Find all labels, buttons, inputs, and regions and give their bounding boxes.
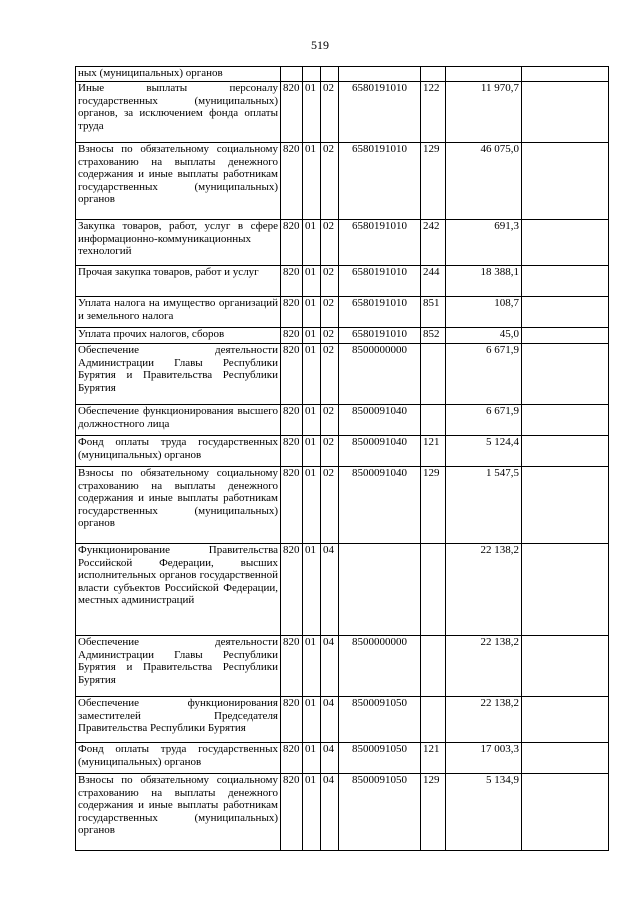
row-extra: [522, 636, 609, 697]
row-rz: 01: [303, 220, 321, 266]
row-csr: [339, 67, 421, 82]
row-vr: [421, 67, 446, 82]
row-grbs: 820: [281, 467, 303, 544]
row-pr: 04: [321, 544, 339, 636]
row-vr: 121: [421, 743, 446, 774]
row-vr: [421, 344, 446, 405]
table-row: [76, 774, 609, 851]
row-extra: [522, 436, 609, 467]
row-csr: [339, 544, 421, 636]
row-vr: 129: [421, 143, 446, 220]
row-grbs: 820: [281, 328, 303, 344]
row-rz: 01: [303, 266, 321, 297]
row-csr: 8500091040: [339, 436, 421, 467]
row-pr: 02: [321, 344, 339, 405]
row-name: Обеспечение функционирования высшего должностного лица: [76, 405, 281, 436]
row-grbs: [281, 67, 303, 82]
table-row: [76, 436, 609, 467]
row-rz: 01: [303, 82, 321, 143]
row-grbs: 820: [281, 743, 303, 774]
row-name: Обеспечение деятельности Администрации Главы Республики Бурятия и Правительства Республики Бурятия: [76, 344, 281, 405]
row-extra: [522, 544, 609, 636]
row-name: Уплата налога на имущество организаций и земельного налога: [76, 297, 281, 328]
table-row: [76, 297, 609, 328]
row-extra: [522, 697, 609, 743]
row-extra: [522, 467, 609, 544]
row-sum: 18 388,1: [446, 266, 522, 297]
table-row: [76, 220, 609, 266]
table-row: [76, 697, 609, 743]
row-grbs: 820: [281, 82, 303, 143]
row-sum: 46 075,0: [446, 143, 522, 220]
table-row: [76, 405, 609, 436]
row-pr: 02: [321, 297, 339, 328]
row-rz: 01: [303, 405, 321, 436]
row-rz: 01: [303, 344, 321, 405]
row-rz: 01: [303, 143, 321, 220]
row-vr: [421, 544, 446, 636]
row-name: Прочая закупка товаров, работ и услуг: [76, 266, 281, 297]
row-csr: 8500091050: [339, 697, 421, 743]
table-row: [76, 67, 609, 82]
row-extra: [522, 82, 609, 143]
row-sum: 22 138,2: [446, 636, 522, 697]
row-csr: 6580191010: [339, 328, 421, 344]
row-grbs: 820: [281, 774, 303, 851]
row-rz: 01: [303, 297, 321, 328]
row-csr: 6580191010: [339, 143, 421, 220]
row-pr: 02: [321, 143, 339, 220]
row-vr: 129: [421, 467, 446, 544]
row-name: Обеспечение функционирования заместителей Председателя Правительства Республики Бурятия: [76, 697, 281, 743]
row-vr: 242: [421, 220, 446, 266]
row-grbs: 820: [281, 143, 303, 220]
page-number: 519: [311, 38, 329, 52]
row-pr: 02: [321, 436, 339, 467]
row-sum: 691,3: [446, 220, 522, 266]
row-csr: 8500091040: [339, 467, 421, 544]
row-vr: [421, 405, 446, 436]
row-grbs: 820: [281, 697, 303, 743]
row-extra: [522, 774, 609, 851]
row-rz: 01: [303, 743, 321, 774]
row-sum: 108,7: [446, 297, 522, 328]
row-sum: 5 134,9: [446, 774, 522, 851]
table-row: [76, 544, 609, 636]
row-name: Фонд оплаты труда государственных (муниципальных) органов: [76, 743, 281, 774]
row-name: Фонд оплаты труда государственных (муниципальных) органов: [76, 436, 281, 467]
row-vr: 244: [421, 266, 446, 297]
row-vr: [421, 697, 446, 743]
row-rz: 01: [303, 544, 321, 636]
table-row: [76, 328, 609, 344]
row-name: ных (муниципальных) органов: [76, 67, 281, 82]
row-pr: 04: [321, 743, 339, 774]
row-pr: 02: [321, 266, 339, 297]
row-extra: [522, 220, 609, 266]
row-sum: 6 671,9: [446, 344, 522, 405]
row-pr: 02: [321, 220, 339, 266]
row-name: Взносы по обязательному социальному страхованию на выплаты денежного содержания и иные выплаты работникам государственных (муниципальных) органов: [76, 774, 281, 851]
row-csr: 6580191010: [339, 82, 421, 143]
table-row: [76, 344, 609, 405]
row-csr: 8500091050: [339, 743, 421, 774]
row-extra: [522, 405, 609, 436]
row-grbs: 820: [281, 636, 303, 697]
row-sum: 22 138,2: [446, 544, 522, 636]
row-name: Взносы по обязательному социальному страхованию на выплаты денежного содержания и иные выплаты работникам государственных (муниципальных) органов: [76, 143, 281, 220]
row-pr: 02: [321, 82, 339, 143]
row-extra: [522, 743, 609, 774]
row-pr: 02: [321, 467, 339, 544]
table-row: [76, 467, 609, 544]
row-sum: 22 138,2: [446, 697, 522, 743]
row-csr: 6580191010: [339, 220, 421, 266]
row-vr: 129: [421, 774, 446, 851]
row-sum: 1 547,5: [446, 467, 522, 544]
row-pr: 04: [321, 697, 339, 743]
row-rz: 01: [303, 774, 321, 851]
row-vr: 121: [421, 436, 446, 467]
row-grbs: 820: [281, 436, 303, 467]
table-row: [76, 82, 609, 143]
row-sum: 45,0: [446, 328, 522, 344]
row-extra: [522, 328, 609, 344]
row-grbs: 820: [281, 266, 303, 297]
row-csr: 8500000000: [339, 636, 421, 697]
row-sum: 5 124,4: [446, 436, 522, 467]
row-extra: [522, 344, 609, 405]
row-pr: 04: [321, 636, 339, 697]
row-csr: 8500000000: [339, 344, 421, 405]
table-row: [76, 266, 609, 297]
row-pr: 04: [321, 774, 339, 851]
table-row: [76, 743, 609, 774]
row-sum: 17 003,3: [446, 743, 522, 774]
row-grbs: 820: [281, 405, 303, 436]
row-csr: 8500091040: [339, 405, 421, 436]
row-rz: 01: [303, 697, 321, 743]
row-csr: 6580191010: [339, 266, 421, 297]
row-rz: 01: [303, 636, 321, 697]
row-pr: 02: [321, 405, 339, 436]
row-name: Взносы по обязательному социальному страхованию на выплаты денежного содержания и иные выплаты работникам государственных (муниципальных) органов: [76, 467, 281, 544]
row-vr: 852: [421, 328, 446, 344]
row-extra: [522, 266, 609, 297]
row-sum: [446, 67, 522, 82]
row-extra: [522, 297, 609, 328]
row-name: Закупка товаров, работ, услуг в сфере информационно-коммуникационных технологий: [76, 220, 281, 266]
row-csr: 6580191010: [339, 297, 421, 328]
row-grbs: 820: [281, 344, 303, 405]
row-name: Иные выплаты персоналу государственных (муниципальных) органов, за исключением фонда оплаты труда: [76, 82, 281, 143]
row-sum: 11 970,7: [446, 82, 522, 143]
row-grbs: 820: [281, 220, 303, 266]
row-name: Уплата прочих налогов, сборов: [76, 328, 281, 344]
row-rz: 01: [303, 328, 321, 344]
row-vr: 851: [421, 297, 446, 328]
row-csr: 8500091050: [339, 774, 421, 851]
row-extra: [522, 67, 609, 82]
row-grbs: 820: [281, 297, 303, 328]
row-pr: 02: [321, 328, 339, 344]
row-rz: 01: [303, 436, 321, 467]
row-name: Обеспечение деятельности Администрации Главы Республики Бурятия и Правительства Республики Бурятия: [76, 636, 281, 697]
row-vr: [421, 636, 446, 697]
row-extra: [522, 143, 609, 220]
table-row: [76, 143, 609, 220]
row-sum: 6 671,9: [446, 405, 522, 436]
row-vr: 122: [421, 82, 446, 143]
row-rz: [303, 67, 321, 82]
budget-table: [75, 66, 609, 851]
row-rz: 01: [303, 467, 321, 544]
row-grbs: 820: [281, 544, 303, 636]
row-pr: [321, 67, 339, 82]
table-row: [76, 636, 609, 697]
row-name: Функционирование Правительства Российской Федерации, высших исполнительных органов государственной власти субъектов Российской Федерации, местных администраций: [76, 544, 281, 636]
